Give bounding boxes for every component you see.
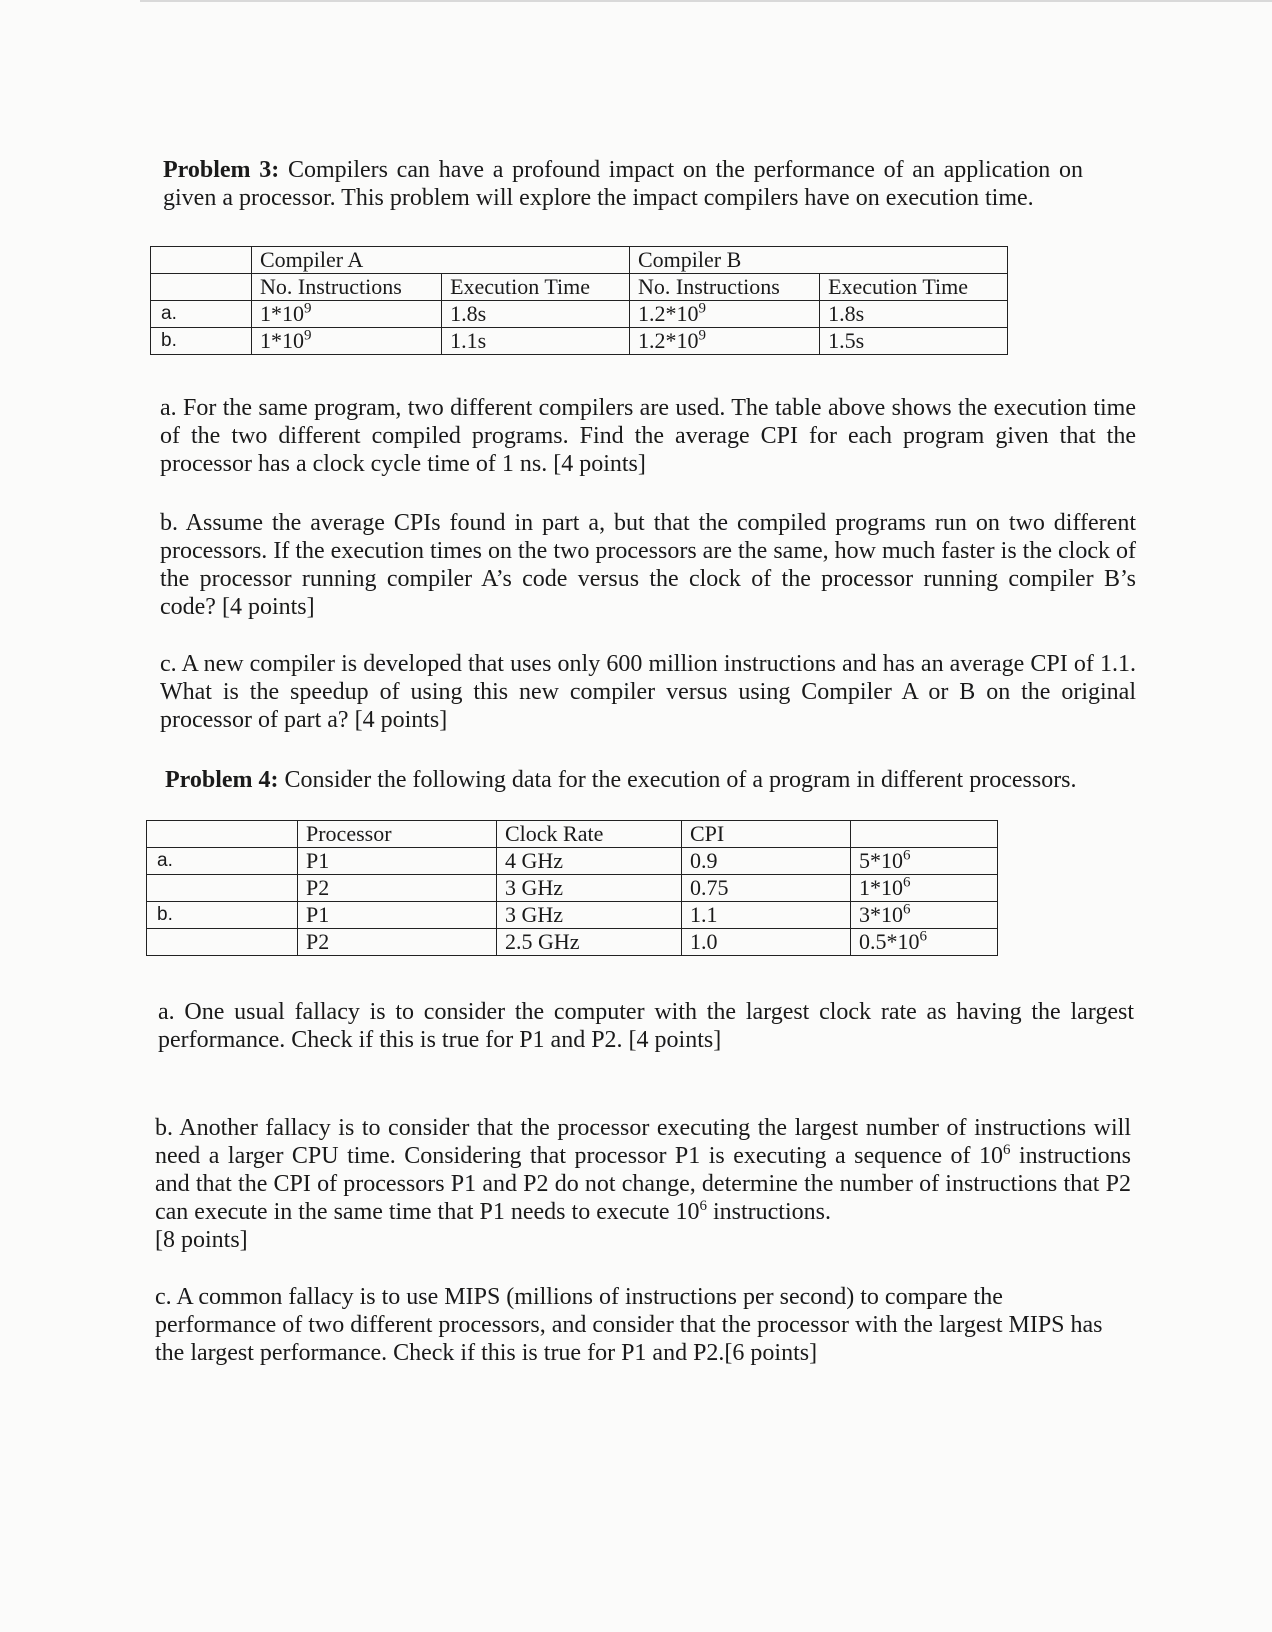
cell-a-time: 1.1s (442, 328, 630, 355)
problem4-intro (165, 766, 1145, 794)
problem3-intro (163, 156, 1083, 212)
cell-b-instr: $1.2*10^9$ (629, 301, 819, 328)
compiler-a-header: Compiler A (252, 247, 630, 274)
cell-a-time: 1.8s (442, 301, 630, 328)
scan-edge (140, 0, 1272, 2)
row-label (147, 875, 298, 902)
cell-processor: P1 (298, 902, 497, 929)
cell-cpi: 0.9 (682, 848, 851, 875)
compiler-b-header: Compiler B (629, 247, 1007, 274)
problem4-heading: Problem 4: (165, 767, 279, 793)
cell-cpi: 1.0 (682, 929, 851, 956)
empty-cell (151, 247, 252, 274)
cell-a-instr: $1*10^9$ (252, 328, 442, 355)
cell-clock: 4 GHz (497, 848, 682, 875)
compiler-table (150, 246, 1008, 355)
cell-cpi: 0.75 (682, 875, 851, 902)
empty-cell (147, 821, 298, 848)
table-row (147, 875, 998, 902)
problem4-part-a: a. One usual fallacy is to consider the computer with the largest clock rate as having the largest performance. Check if this is true for P1 and P2. [4 points] (158, 999, 1134, 1053)
table-row (151, 328, 1008, 355)
cell-clock: 3 GHz (497, 875, 682, 902)
problem3-intro-text: Compilers can have a profound impact on the performance of an application on given a processor. This problem will explore the impact compilers have on execution time. (163, 157, 1083, 211)
row-label: a. (151, 301, 252, 328)
col-b-instructions: No. Instructions (629, 274, 819, 301)
col-cpi: CPI (682, 821, 851, 848)
table-row (147, 848, 998, 875)
cell-clock: 3 GHz (497, 902, 682, 929)
problem4-intro-text: Consider the following data for the execution of a program in different processors. (284, 767, 1077, 793)
problem4-part-b: b. Another fallacy is to consider that the processor executing the largest number of instructions will need a larger CPU time. Considering that processor P1 is executing a sequence of $10^6$ instructions and that the CPI of processors P1 and P2 do not change, determine the number of instructions that P2 can execute in the same time that P1 needs to execute $10^6$ instructions. [8 points] (155, 1115, 1132, 1253)
table-row (147, 902, 998, 929)
table-row (151, 301, 1008, 328)
processor-table (146, 820, 998, 956)
row-label: a. (147, 848, 298, 875)
cell-b-instr: $1.2*10^9$ (629, 328, 819, 355)
cell-processor: P2 (298, 929, 497, 956)
problem4-part-c: c. A common fallacy is to use MIPS (millions of instructions per second) to compare the performance of two different processors, and consider that the processor with the largest MIPS has the largest performance. Check if this is true for P1 and P2.[6 points] (155, 1284, 1103, 1366)
row-label: b. (151, 328, 252, 355)
col-b-time: Execution Time (820, 274, 1008, 301)
problem3-part-c: c. A new compiler is developed that uses only 600 million instructions and has an average CPI of 1.1. What is the speedup of using this new compiler versus using Compiler A or B on the original processor of part a? [4 points] (160, 651, 1136, 733)
cell-instr: $1*10^6$ (851, 875, 998, 902)
cell-processor: P2 (298, 875, 497, 902)
cell-instr: $3*10^6$ (851, 902, 998, 929)
cell-a-instr: $1*10^9$ (252, 301, 442, 328)
col-a-instructions: No. Instructions (252, 274, 442, 301)
col-processor: Processor (298, 821, 497, 848)
cell-processor: P1 (298, 848, 497, 875)
cell-clock: 2.5 GHz (497, 929, 682, 956)
cell-cpi: 1.1 (682, 902, 851, 929)
empty-cell (151, 274, 252, 301)
cell-b-time: 1.8s (820, 301, 1008, 328)
problem3-part-a: a. For the same program, two different compilers are used. The table above shows the execution time of the two different compiled programs. Find the average CPI for each program given that the processor has a clock cycle time of 1 ns. [4 points] (160, 395, 1136, 477)
cell-b-time: 1.5s (820, 328, 1008, 355)
problem3-heading: Problem 3: (163, 157, 280, 183)
cell-instr: $0.5*10^6$ (851, 929, 998, 956)
col-a-time: Execution Time (442, 274, 630, 301)
col-instructions (851, 821, 998, 848)
cell-instr: $5*10^6$ (851, 848, 998, 875)
row-label (147, 929, 298, 956)
row-label: b. (147, 902, 298, 929)
table-row (147, 929, 998, 956)
col-clock-rate: Clock Rate (497, 821, 682, 848)
problem4-part-b-points: [8 points] (155, 1227, 248, 1253)
problem3-part-b: b. Assume the average CPIs found in part a, but that the compiled programs run on two different processors. If the execution times on the two processors are the same, how much faster is the clock of the processor running compiler A’s code versus the clock of the processor running compiler B’s code? [4 points] (160, 510, 1136, 620)
